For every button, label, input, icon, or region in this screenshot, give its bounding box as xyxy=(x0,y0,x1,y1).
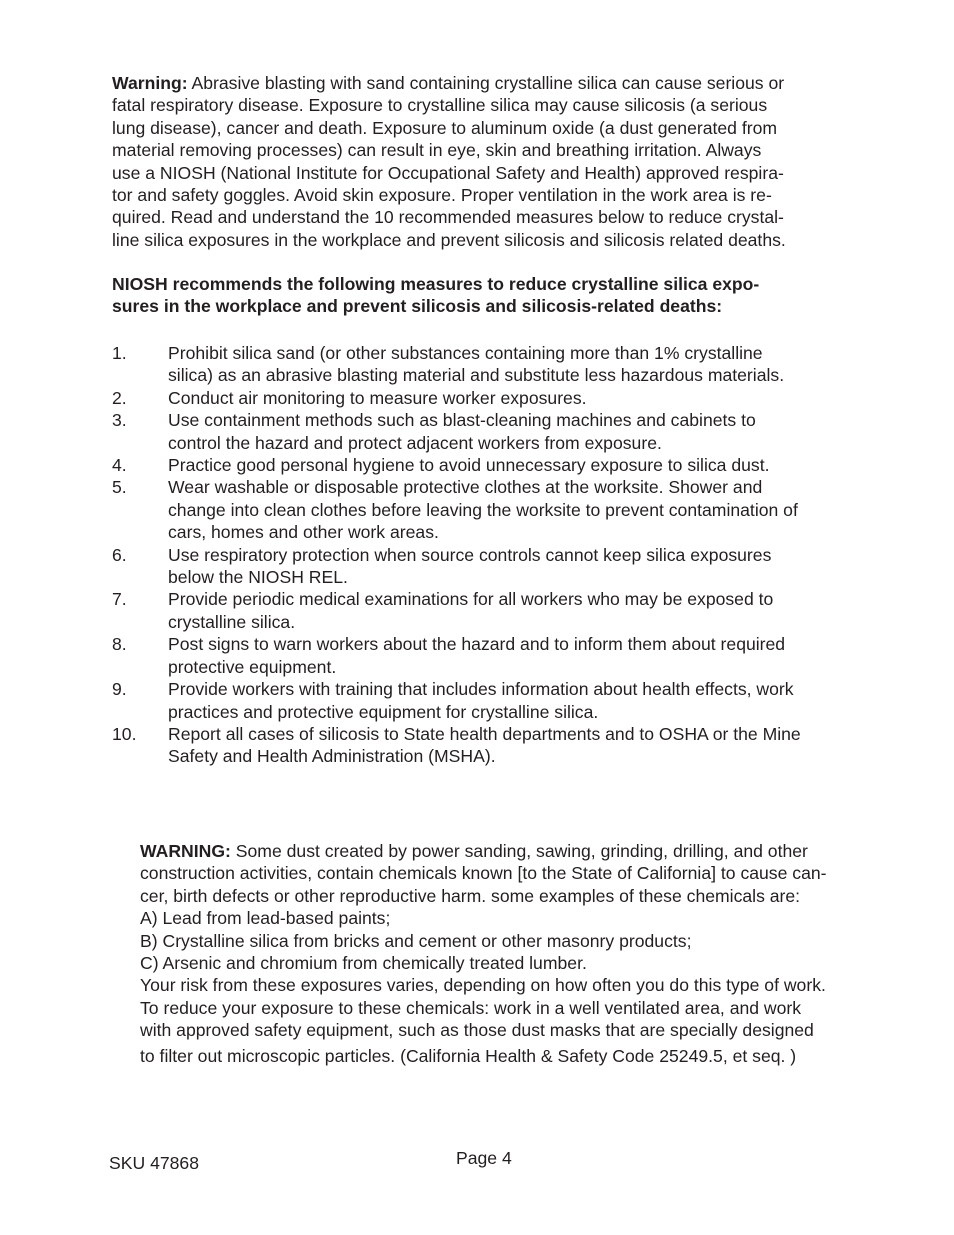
california-warning-line-3: cer, birth defects or other reproductive harm. some examples of these chemicals are: xyxy=(140,885,801,906)
silica-warning-line-1 xyxy=(112,72,852,94)
silica-warning-paragraph xyxy=(112,72,852,251)
california-warning-line-9: with approved safety equipment, such as those dust masks that are specially designed xyxy=(140,1020,814,1041)
measure-text-line: practices and protective equipment for crystalline silica. xyxy=(168,701,599,722)
silica-warning-line-3: lung disease), cancer and death. Exposure to aluminum oxide (a dust generated from xyxy=(112,117,778,138)
silica-warning-line-6: tor and safety goggles. Avoid skin exposure. Proper ventilation in the work area is re- xyxy=(112,185,772,206)
measure-text-line: Conduct air monitoring to measure worker exposures. xyxy=(168,387,587,408)
measure-number: 10. xyxy=(112,723,137,744)
measure-item-2 xyxy=(112,387,872,409)
measure-text-line: Use containment methods such as blast-cleaning machines and cabinets to xyxy=(168,410,756,431)
california-warning-line-1 xyxy=(140,840,880,862)
measure-text-line: Post signs to warn workers about the hazard and to inform them about required xyxy=(168,634,786,655)
california-warning-paragraph xyxy=(140,840,880,1067)
niosh-heading-line-2: sures in the workplace and prevent silicosis and silicosis-related deaths: xyxy=(112,296,723,317)
measure-text-line: Use respiratory protection when source controls cannot keep silica exposures xyxy=(168,544,772,565)
measure-item-4 xyxy=(112,454,872,476)
measure-number: 8. xyxy=(112,634,127,655)
measure-text-line: protective equipment. xyxy=(168,656,337,677)
measure-item-10 xyxy=(112,723,872,768)
measure-text-line: crystalline silica. xyxy=(168,611,296,632)
measure-item-1 xyxy=(112,342,872,387)
california-warning-line-5: B) Crystalline silica from bricks and cement or other masonry products; xyxy=(140,930,692,951)
measure-number: 6. xyxy=(112,544,127,565)
silica-warning-line-5: use a NIOSH (National Institute for Occupational Safety and Health) approved respira- xyxy=(112,162,784,183)
footer-page-number: Page 4 xyxy=(456,1148,512,1168)
measure-text-line: change into clean clothes before leaving the worksite to prevent contamination of xyxy=(168,499,798,520)
niosh-measures-list xyxy=(112,342,872,768)
measure-number: 4. xyxy=(112,455,127,476)
california-warning-line-6: C) Arsenic and chromium from chemically treated lumber. xyxy=(140,953,587,974)
measure-number: 1. xyxy=(112,343,127,363)
silica-warning-line-4: material removing processes) can result in eye, skin and breathing irritation. Always xyxy=(112,140,762,161)
measure-number: 3. xyxy=(112,410,127,431)
california-warning-line-8: To reduce your exposure to these chemicals: work in a well ventilated area, and work xyxy=(140,997,802,1018)
silica-warning-line-8: line silica exposures in the workplace and prevent silicosis and silicosis related deaths. xyxy=(112,229,786,250)
measure-text-line: Prohibit silica sand (or other substances containing more than 1% crystalline xyxy=(168,343,763,363)
measure-item-6 xyxy=(112,544,872,589)
measure-text-line: below the NIOSH REL. xyxy=(168,567,348,588)
measure-item-7 xyxy=(112,588,872,633)
niosh-heading xyxy=(112,273,852,318)
measure-item-8 xyxy=(112,633,872,678)
silica-warning-line-2: fatal respiratory disease. Exposure to crystalline silica may cause silicosis (a serious xyxy=(112,95,768,116)
california-warning-text-1: Some dust created by power sanding, sawing, grinding, drilling, and other xyxy=(230,841,808,861)
california-warning-line-4: A) Lead from lead-based paints; xyxy=(140,908,391,929)
measure-number: 7. xyxy=(112,589,127,610)
measure-text-line: Practice good personal hygiene to avoid unnecessary exposure to silica dust. xyxy=(168,455,770,476)
niosh-heading-line-1: NIOSH recommends the following measures to reduce crystalline silica expo- xyxy=(112,274,760,294)
measure-text-line: control the hazard and protect adjacent workers from exposure. xyxy=(168,432,662,453)
measure-text-line: silica) as an abrasive blasting material and substitute less hazardous materials. xyxy=(168,365,785,386)
measure-item-5 xyxy=(112,476,872,543)
measure-text-line: Report all cases of silicosis to State health departments and to OSHA or the Mine xyxy=(168,723,801,744)
california-warning-line-7: Your risk from these exposures varies, depending on how often you do this type of work. xyxy=(140,975,826,996)
footer-sku: SKU 47868 xyxy=(109,1153,199,1173)
measure-number: 5. xyxy=(112,477,127,498)
measure-number: 9. xyxy=(112,679,127,700)
california-warning-line-2: construction activities, contain chemicals known [to the State of California] to cause can- xyxy=(140,863,827,884)
measure-text-line: Provide periodic medical examinations for all workers who may be exposed to xyxy=(168,589,774,610)
measure-item-9 xyxy=(112,678,872,723)
measure-item-3 xyxy=(112,409,872,454)
measure-text-line: Provide workers with training that includes information about health effects, work xyxy=(168,679,794,700)
california-warning-line-10: to filter out microscopic particles. (California Health & Safety Code 25249.5, et seq. ) xyxy=(140,1045,797,1066)
silica-warning-text-1: Abrasive blasting with sand containing crystalline silica can cause serious or xyxy=(187,73,785,93)
silica-warning-line-7: quired. Read and understand the 10 recommended measures below to reduce crystal- xyxy=(112,207,784,228)
measure-text-line: Wear washable or disposable protective clothes at the worksite. Shower and xyxy=(168,477,763,498)
california-warning-label: WARNING: xyxy=(140,841,231,861)
measure-number: 2. xyxy=(112,387,127,408)
silica-warning-label: Warning: xyxy=(112,73,188,93)
measure-text-line: Safety and Health Administration (MSHA). xyxy=(168,746,496,767)
measure-text-line: cars, homes and other work areas. xyxy=(168,522,439,543)
